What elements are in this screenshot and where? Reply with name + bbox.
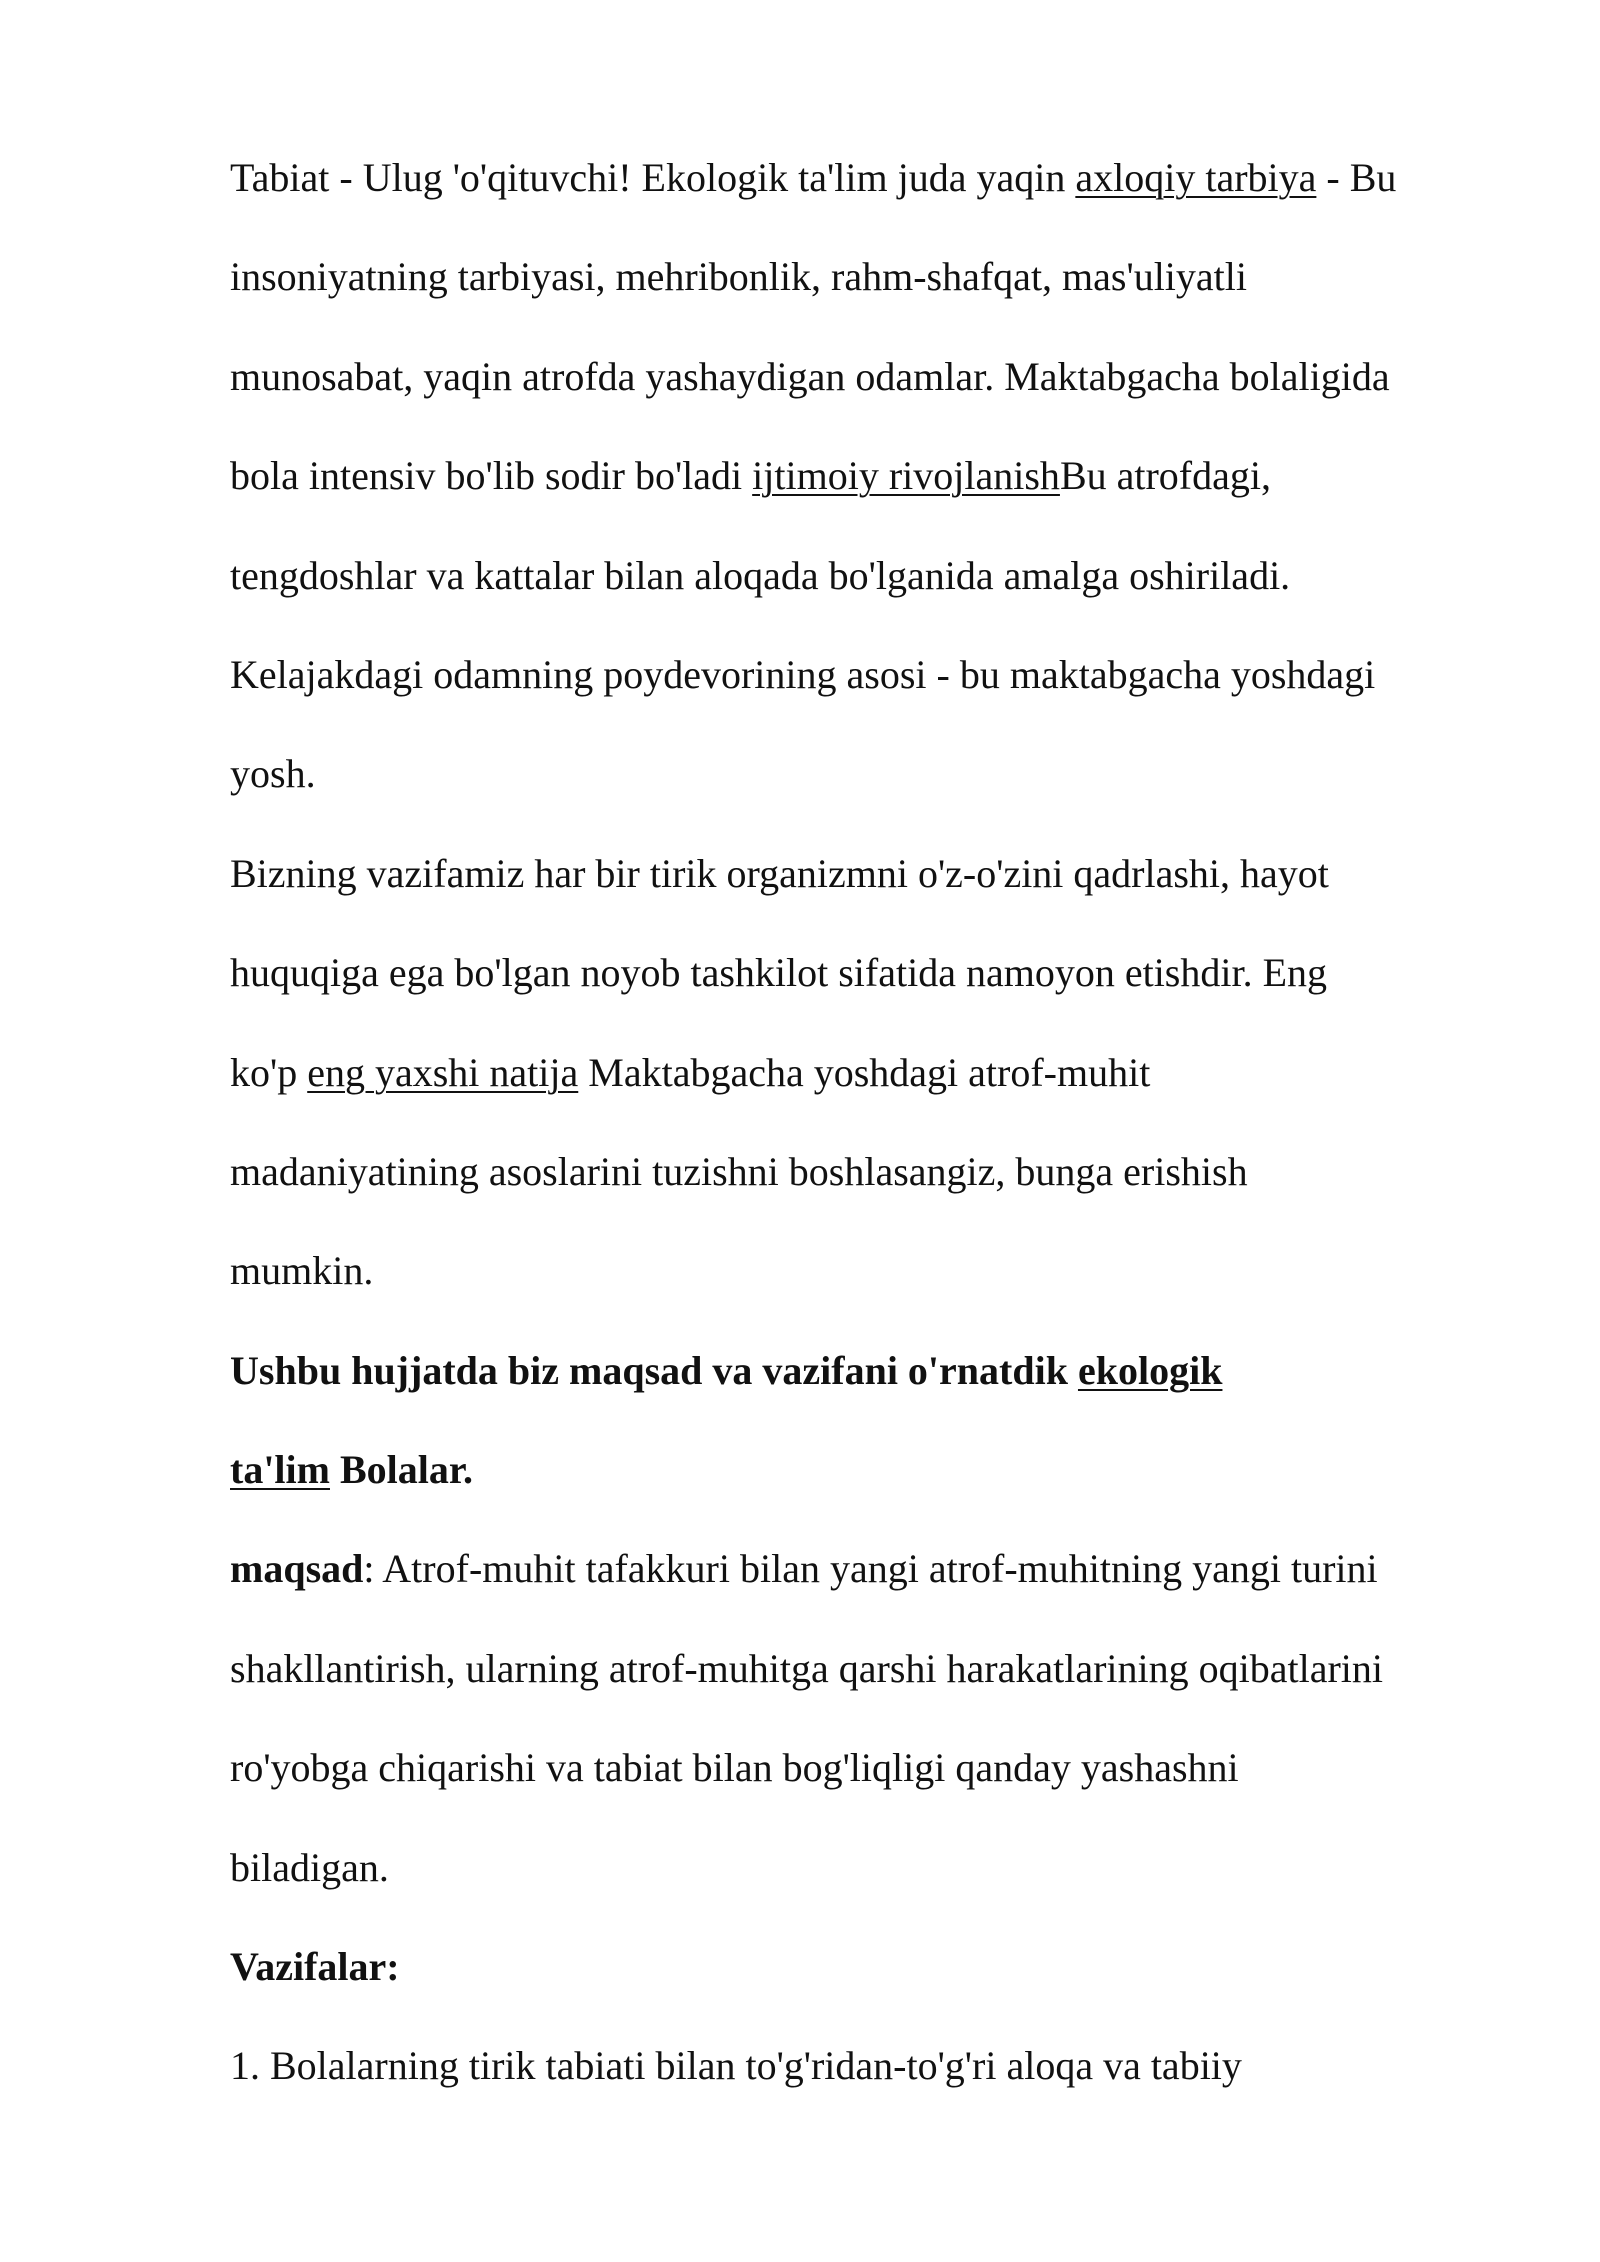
text-line	[230, 1023, 1530, 1122]
text-line	[230, 426, 1530, 525]
link-talim[interactable]: ta'lim	[230, 1447, 330, 1493]
document-body	[230, 128, 1530, 2116]
text-line: huquqiga ega bo'lgan noyob tashkilot sifatida namoyon etishdir. Eng	[230, 950, 1328, 996]
link-eng-yaxshi-natija[interactable]: eng yaxshi natija	[307, 1049, 579, 1095]
text-line	[230, 128, 1530, 227]
maqsad-label: maqsad	[230, 1546, 364, 1592]
bold-text-line	[230, 1321, 1530, 1420]
text-line: shakllantirish, ularning atrof-muhitga qarshi harakatlarining oqibatlarini	[230, 1645, 1384, 1691]
text-line: yosh.	[230, 751, 316, 797]
text-line	[230, 1519, 1530, 1618]
text-run: Tabiat - Ulug 'o'qituvchi! Ekologik ta'lim juda yaqin	[230, 155, 1076, 200]
text-run: - Bu	[1316, 155, 1397, 200]
text-line: munosabat, yaqin atrofda yashaydigan odamlar. Maktabgacha bolaligida	[230, 353, 1390, 399]
text-line: tengdoshlar va kattalar bilan aloqada bo'lganida amalga oshiriladi.	[230, 552, 1291, 598]
link-ijtimoiy-rivojlanish[interactable]: ijtimoiy rivojlanish	[752, 453, 1060, 499]
bold-text-line	[230, 1420, 1530, 1519]
text-line: biladigan.	[230, 1844, 389, 1890]
text-line: mumkin.	[230, 1248, 374, 1294]
vazifalar-heading: Vazifalar:	[230, 1944, 400, 1990]
text-run: bola intensiv bo'lib sodir bo'ladi	[230, 453, 753, 499]
link-axloqiy-tarbiya[interactable]: axloqiy tarbiya	[1075, 155, 1317, 200]
text-line: Bizning vazifamiz har bir tirik organizmni o'z-o'zini qadrlashi, hayot	[230, 850, 1329, 896]
text-line: ro'yobga chiqarishi va tabiat bilan bog'liqligi qanday yashashni	[230, 1745, 1239, 1791]
text-run: Bu atrofdagi,	[1059, 453, 1271, 499]
text-run: : Atrof-muhit tafakkuri bilan yangi atrof-muhitning yangi turini	[363, 1546, 1378, 1592]
text-line: insoniyatning tarbiyasi, mehribonlik, rahm-shafqat, mas'uliyatli	[230, 254, 1248, 300]
text-line: madaniyatining asoslarini tuzishni boshlasangiz, bunga erishish	[230, 1148, 1248, 1194]
link-ekologik[interactable]: ekologik	[1077, 1347, 1223, 1393]
list-item: 1. Bolalarning tirik tabiati bilan to'g'ridan-to'g'ri aloqa va tabiiy	[230, 2043, 1242, 2089]
text-run: ko'p	[230, 1049, 308, 1095]
text-line: Kelajakdagi odamning poydevorining asosi - bu maktabgacha yoshdagi	[230, 651, 1376, 697]
text-run: Bolalar.	[329, 1447, 473, 1493]
text-run: Maktabgacha yoshdagi atrof-muhit	[578, 1049, 1151, 1095]
text-run: Ushbu hujjatda biz maqsad va vazifani o'rnatdik	[230, 1347, 1078, 1393]
